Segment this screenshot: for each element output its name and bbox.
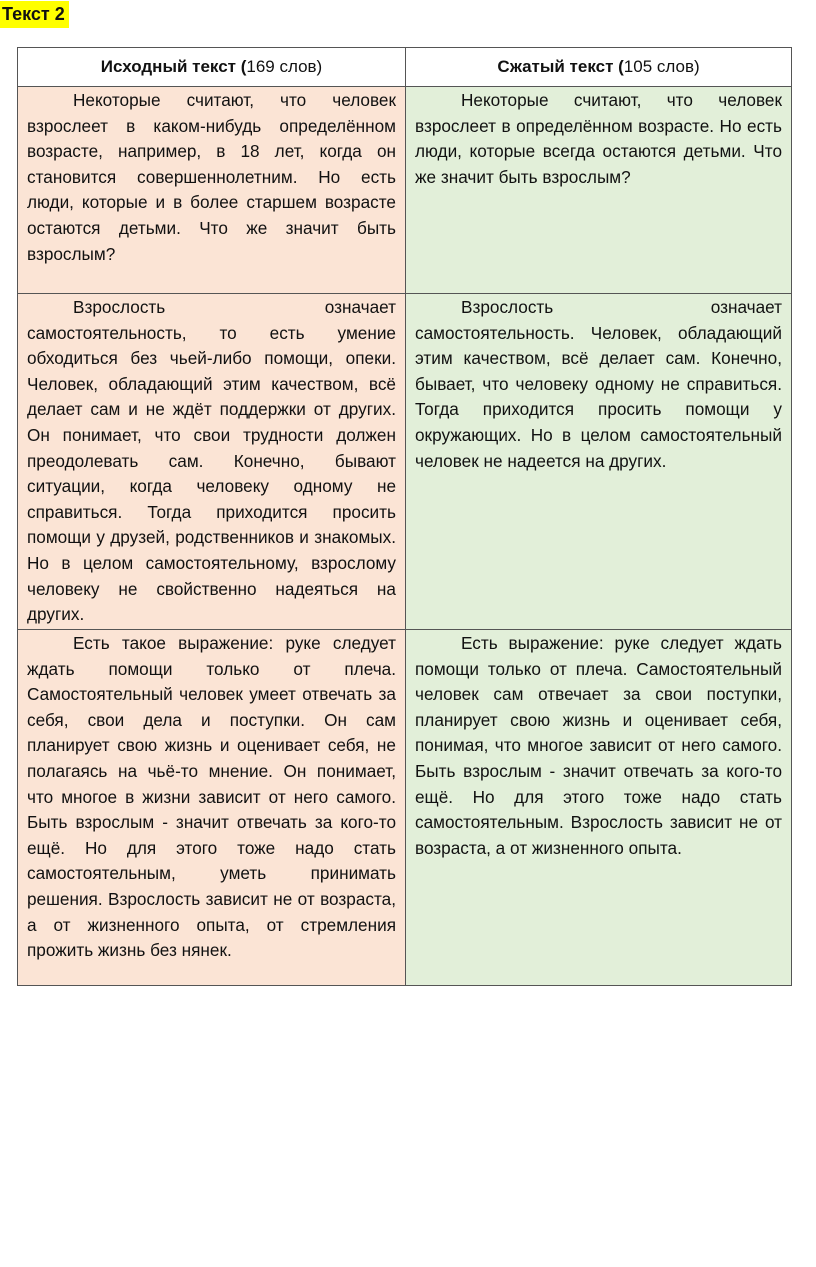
table-row: [18, 630, 792, 986]
original-header-count: 169 слов): [246, 57, 323, 76]
original-text-cell: [18, 630, 406, 986]
compressed-text-header: [406, 48, 792, 87]
compressed-text-cell: [406, 294, 792, 630]
compressed-paragraph-1: Некоторые считают, что человек взрослеет в определённом возрасте. Но есть люди, которые всегда остаются детьми. Что же значит быть взрослым?: [415, 90, 782, 187]
page-title: Текст 2: [0, 1, 69, 28]
original-text-header: [18, 48, 406, 87]
table-row: [18, 294, 792, 630]
compressed-paragraph-2: Взрослость означает самостоятельность. Человек, обладающий этим качеством, всё делает сам. Конечно, бывает, что человеку одному не справиться. Тогда приходится просить помощи у окружающих. Но в целом самостоятельный человек не надеется на других.: [415, 297, 782, 471]
table-header-row: [18, 48, 792, 87]
original-text-cell: [18, 87, 406, 294]
compressed-paragraph-3: Есть выражение: руке следует ждать помощи только от плеча. Самостоятельный человек сам отвечает за свои поступки, планирует свою жизнь и оценивает себя, понимая, что многое зависит от него самого. Быть взрослым - значит отвечать за кого-то ещё. Но для этого тоже надо стать самостоятельным. Взрослость зависит не от возраста, а от жизненного опыта.: [415, 633, 782, 858]
compressed-text-cell: [406, 630, 792, 986]
original-text-cell: [18, 294, 406, 630]
original-paragraph-2: Взрослость означает самостоятельность, то есть умение обходиться без чьей-либо помощи, опеки. Человек, обладающий этим качеством, всё делает сам и не ждёт поддержки от других. Он понимает, что свои трудности должен преодолевать сам. Конечно, бывают ситуации, когда человеку одному не справиться. Тогда приходится просить помощи у друзей, родственников и знакомых. Но в целом самостоятельному, взрослому человеку не свойственно надеяться на других.: [27, 297, 396, 625]
comparison-table: [17, 47, 792, 986]
compressed-header-bold: Сжатый текст (: [497, 57, 624, 76]
table-row: [18, 87, 792, 294]
original-header-bold: Исходный текст (: [100, 57, 247, 76]
compressed-header-count: 105 слов): [623, 57, 700, 76]
original-paragraph-1: Некоторые считают, что человек взрослеет в каком-нибудь определённом возрасте, например, в 18 лет, когда он становится совершеннолетним. Но есть люди, которые и в более старшем возрасте остаются детьми. Что же значит быть взрослым?: [27, 90, 396, 264]
compressed-text-cell: [406, 87, 792, 294]
original-paragraph-3: Есть такое выражение: руке следует ждать помощи только от плеча. Самостоятельный человек умеет отвечать за себя, свои дела и поступки. Он сам планирует свою жизнь и оценивает себя, не полагаясь на чьё-то мнение. Он понимает, что многое в жизни зависит от него самого. Быть взрослым - значит отвечать за кого-то ещё. Но для этого тоже надо стать самостоятельным, уметь принимать решения. Взрослость зависит не от возраста, а от жизненного опыта, от стремления прожить жизнь без нянек.: [27, 633, 396, 961]
